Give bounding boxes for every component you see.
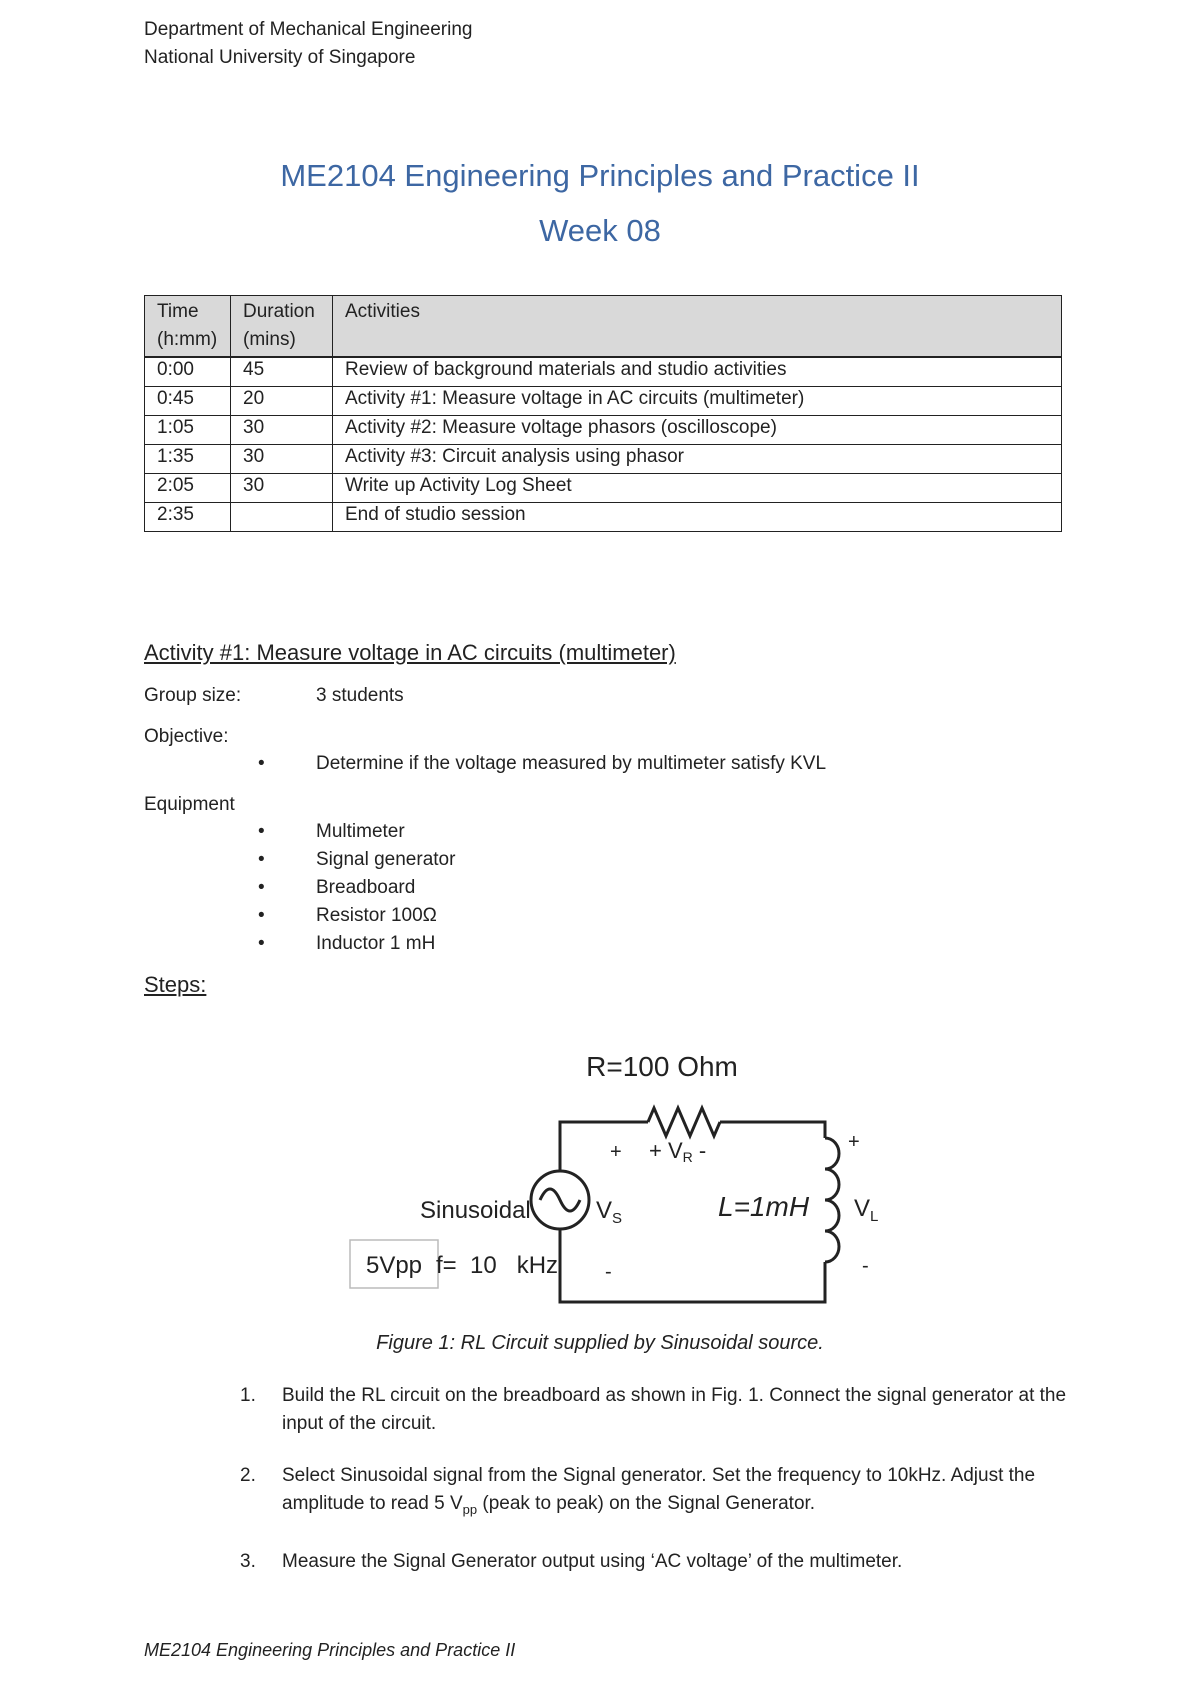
figure-caption: Figure 1: RL Circuit supplied by Sinusoidal source.: [376, 1332, 824, 1354]
page-footer: ME2104 Engineering Principles and Practice II: [144, 1640, 516, 1660]
inductor-label: L=1mH: [718, 1191, 810, 1222]
group-size-label: Group size:: [144, 685, 242, 706]
inductor-symbol: [825, 1138, 839, 1262]
cell-duration: 45: [231, 357, 333, 387]
objective-label: Objective:: [144, 726, 229, 747]
page-header: [144, 16, 472, 72]
bullet: [258, 821, 265, 843]
resistor-label: R=100 Ohm: [586, 1051, 738, 1082]
resistor-symbol: [648, 1108, 720, 1136]
schedule-header-row: [145, 296, 1062, 358]
cell-activity: Activity #1: Measure voltage in AC circuits (multimeter): [333, 387, 1062, 416]
vs-minus: -: [605, 1261, 612, 1283]
cell-time: 2:35: [145, 503, 231, 532]
step-number: 3.: [240, 1550, 256, 1572]
equipment-item: Breadboard: [316, 877, 416, 898]
amplitude-label: 5Vpp: [365, 1252, 423, 1279]
week-title: Week 08: [539, 213, 661, 248]
vl-plus: +: [848, 1131, 860, 1153]
vs-label: $V_S$: [596, 1197, 623, 1227]
steps-list: [240, 1382, 1070, 1600]
step-text: Measure the Signal Generator output using ‘AC voltage’ of the multimeter.: [282, 1550, 903, 1572]
step-text: Select Sinusoidal signal from the Signal generator. Set the frequency to 10kHz. Adjust the amplitude to read 5 $V_{pp}$ (peak to peak) on the Signal Generator.: [282, 1465, 1036, 1517]
rl-circuit-diagram: [320, 1040, 880, 1320]
cell-time: 2:05: [145, 474, 231, 503]
vs-plus: +: [610, 1141, 622, 1163]
cell-time: 0:00: [145, 357, 231, 387]
header-duration: Duration (mins): [231, 296, 333, 358]
table-row: [145, 357, 1062, 387]
cell-time: 1:35: [145, 445, 231, 474]
step-text: Build the RL circuit on the breadboard as shown in Fig. 1. Connect the signal generator at the input of the circuit.: [282, 1385, 1067, 1434]
table-row: [145, 416, 1062, 445]
cell-activity: Review of background materials and studio activities: [333, 357, 1062, 387]
equipment-item: Resistor 100Ω: [316, 905, 437, 926]
cell-duration: 30: [231, 445, 333, 474]
table-row: [145, 387, 1062, 416]
bullet: [258, 753, 265, 775]
vl-minus: -: [862, 1255, 869, 1277]
cell-time: 0:45: [145, 387, 231, 416]
cell-duration: [231, 503, 333, 532]
steps-heading: Steps:: [144, 972, 207, 997]
bullet: [258, 905, 265, 927]
list-item: [240, 1548, 1070, 1576]
university-line: National University of Singapore: [144, 47, 416, 68]
bullet: [258, 849, 265, 871]
bullet: [258, 877, 265, 899]
list-item: [240, 1462, 1070, 1524]
header-activities: Activities: [333, 296, 1062, 358]
step-number: 1.: [240, 1385, 256, 1406]
objective-item: Determine if the voltage measured by multimeter satisfy KVL: [316, 753, 827, 774]
cell-duration: 20: [231, 387, 333, 416]
cell-activity: Activity #3: Circuit analysis using phasor: [333, 445, 1062, 474]
equipment-item: Multimeter: [316, 821, 405, 842]
vr-label: + VR -: [649, 1138, 707, 1165]
equipment-label: Equipment: [144, 794, 235, 815]
step-number: 2.: [240, 1465, 256, 1486]
cell-activity: End of studio session: [333, 503, 1062, 532]
schedule-table: [144, 295, 1062, 532]
table-row: [145, 503, 1062, 532]
header-time: Time (h:mm): [145, 296, 231, 358]
list-item: [240, 1382, 1070, 1438]
cell-duration: 30: [231, 474, 333, 503]
cell-time: 1:05: [145, 416, 231, 445]
cell-activity: Write up Activity Log Sheet: [333, 474, 1062, 503]
table-row: [145, 445, 1062, 474]
frequency-label: f= 10 kHz: [436, 1252, 559, 1279]
bullet: [258, 933, 265, 955]
activity1-heading: Activity #1: Measure voltage in AC circuits (multimeter): [144, 640, 676, 665]
vl-label: $V_L$: [854, 1195, 879, 1225]
equipment-item: Inductor 1 mH: [316, 933, 436, 954]
department-line: Department of Mechanical Engineering: [144, 19, 473, 40]
cell-duration: 30: [231, 416, 333, 445]
course-title: ME2104 Engineering Principles and Practice II: [280, 158, 920, 193]
source-label: Sinusoidal: [420, 1197, 531, 1224]
table-row: [145, 474, 1062, 503]
cell-activity: Activity #2: Measure voltage phasors (oscilloscope): [333, 416, 1062, 445]
equipment-item: Signal generator: [316, 849, 456, 870]
group-size-value: 3 students: [316, 685, 404, 706]
